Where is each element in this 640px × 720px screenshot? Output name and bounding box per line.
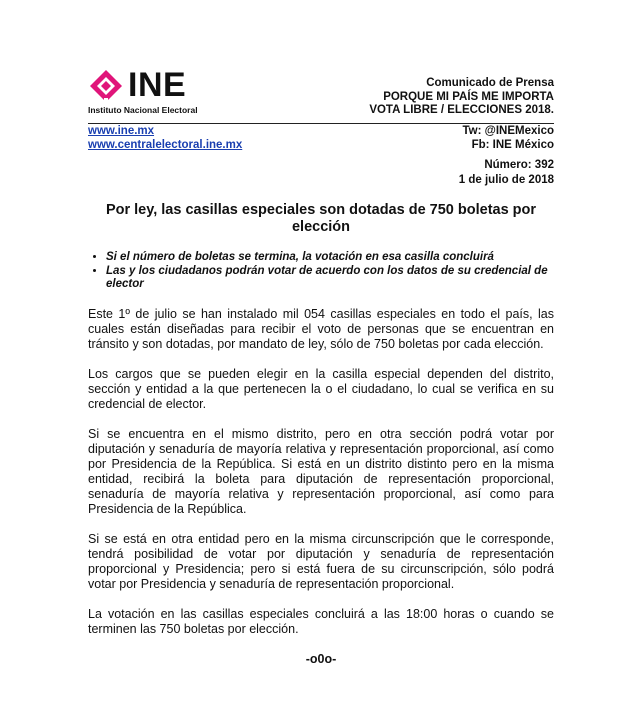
body-paragraph: Si se encuentra en el mismo distrito, pero en otra sección podrá votar por diputación y senaduría de mayoría relativa y representación proporcional, así como por Presidencia de la República. Si está en un distrito distinto pero en la misma entidad, recibirá la boleta para diputación de representación proporcional, senaduría de mayoría relativa y representación proporcional, así como para Presidencia de la República. [88,426,554,516]
press-heading [369,77,554,118]
press-line: VOTA LIBRE / ELECCIONES 2018. [369,104,554,116]
release-number: Número: 392 [484,159,554,171]
release-meta [88,158,554,187]
highlight-item: • Las y los ciudadanos podrán votar de acuerdo con los datos de su credencial de elector [106,265,554,292]
site-link[interactable]: www.ine.mx [88,125,155,137]
highlight-item: • Si el número de boletas se termina, la votación en esa casilla concluirá [106,251,554,265]
facebook-handle: Fb: INE México [471,139,554,151]
body-paragraph: Si se está en otra entidad pero en la misma circunscripción que le corresponde, tendrá posibilidad de votar por diputación y senaduría de representación proporcional y Presidencia; pero si está fuera de su circunscripción, sólo podrá votar por Presidencia y senaduría de representación proporcional. [88,531,554,591]
highlights-list [88,251,554,292]
press-release-page [88,66,554,666]
closing-mark: -o0o- [305,651,337,666]
body-paragraph: Los cargos que se pueden elegir en la casilla especial dependen del distrito, sección y entidad a la que pertenecen la o el ciudadano, lo cual se verifica en su credencial de elector. [88,366,554,411]
body-paragraph: La votación en las casillas especiales concluirá a las 18:00 horas o cuando se terminen las 750 boletas por elección. [88,606,554,636]
ine-logo-mark-icon [88,68,128,106]
release-title: Por ley, las casillas especiales son dotadas de 750 boletas por elección [105,202,537,235]
press-line: PORQUE MI PAÍS ME IMPORTA [383,90,554,103]
release-date: 1 de julio de 2018 [458,173,554,186]
header [88,66,554,122]
body-paragraph: Este 1º de julio se han instalado mil 054 casillas especiales en todo el país, las cuales están diseñadas para recibir el voto de personas que se encuentran en tránsito y son dotadas, por mandato de ley, sólo de 750 boletas por cada elección. [88,306,554,351]
twitter-handle: Tw: @INEMexico [462,125,554,137]
contact-row [88,124,554,158]
logo-subtitle: Instituto Nacional Electoral [88,105,198,115]
press-line: Comunicado de Prensa [426,77,554,89]
central-electoral-link[interactable]: www.centralelectoral.ine.mx [88,139,243,151]
social-handles [462,124,554,152]
website-links [88,124,242,152]
ine-logo [88,68,218,118]
logo-wordmark: INE [128,66,187,104]
